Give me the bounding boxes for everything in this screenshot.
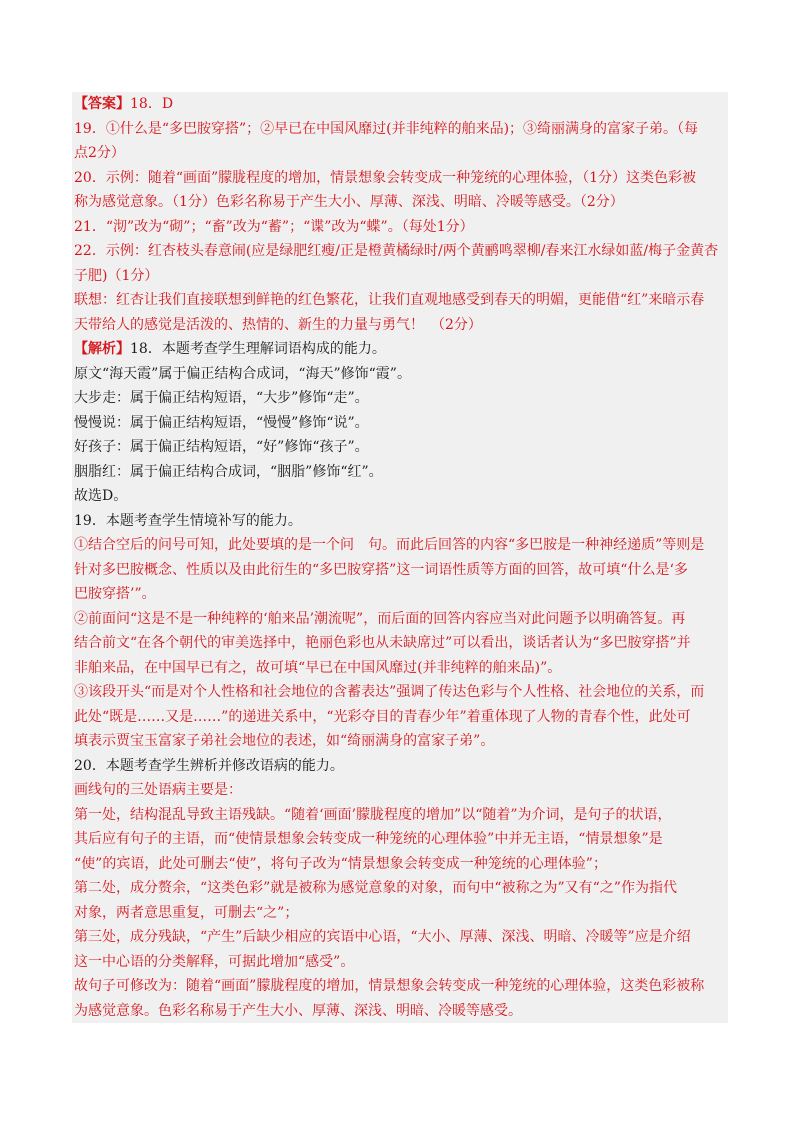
answer-q20-b: 称为感觉意象。（1分）色彩名称易于产生大小、厚薄、深浅、明暗、冷暖等感受。（2分）	[74, 194, 624, 210]
answer-explanation-block	[72, 92, 728, 1023]
analysis-tag: 【解析】	[74, 341, 130, 357]
answer-q21: 21．“沏”改为“砌”；“畜”改为“蓄”；“谍”改为“蝶”。（每处1分）	[74, 218, 474, 235]
analysis-q20-line-1c: “使”的宾语，此处可删去“使”，将句子改为“情景想象会转变成一种笼统的心理体验”；	[74, 855, 607, 872]
analysis-q18-line-3: 慢慢说：属于偏正结构短语，“慢慢”修饰“说”。	[74, 414, 369, 431]
answer-assoc-a: 联想：红杏让我们直接联想到鲜艳的红色繁花，让我们直观地感受到春天的明媚，更能借“红”来暗示春	[74, 292, 705, 308]
answer-q19-a: 19．①什么是“多巴胺穿搭”；②早已在中国风靡过(并非纯粹的舶来品)；③绮丽满身的富家子弟。（每	[74, 120, 699, 137]
analysis-q18-line-5: 胭脂红：属于偏正结构合成词，“胭脂”修饰“红”。	[74, 463, 383, 480]
analysis-q18-line-1: 原文“海天霞”属于偏正结构合成词，“海天”修饰“霞”。	[74, 365, 411, 382]
analysis-q20-line-2b: 对象，两者意思重复，可删去“之”；	[74, 904, 299, 921]
analysis-q19-line-1a: ①结合空后的问号可知，此处要填的是一个问 句。而此后回答的内容“多巴胺是一种神经递质”等则是	[74, 537, 705, 553]
analysis-q20-line-4a: 故句子可修改为：随着“画面”朦胧程度的增加，情景想象会转变成一种笼统的心理体验，这类色彩被称	[74, 978, 705, 994]
analysis-q19-line-3a: ③该段开头“而是对个人性格和社会地位的含蓄表达”强调了传达色彩与个人性格、社会地位的关系，而	[74, 684, 705, 700]
analysis-q20-line-1a: 第一处，结构混乱导致主语残缺。“随着‘画面’朦胧程度的增加”以“随着”为介词，是句子的状语，	[74, 806, 672, 823]
answer-q18: 18．D	[130, 96, 174, 112]
answer-q22-a: 22．示例：红杏枝头春意闹(应是绿肥红瘦/正是橙黄橘绿时/两个黄鹂鸣翠柳/春来江水绿如蓝/梅子金黄杏	[74, 243, 719, 259]
analysis-q20-line-4b: 为感觉意象。色彩名称易于产生大小、厚薄、深浅、明暗、冷暖等感受。	[74, 1002, 522, 1019]
analysis-q20-line-2a: 第二处，成分赘余，“这类色彩”就是被称为感觉意象的对象，而句中“被称之为”又有“之”作为指代	[74, 880, 677, 896]
answer-q22-b: 子肥)（1分）	[74, 267, 159, 284]
analysis-q19-line-1b: 针对多巴胺概念、性质以及由此衍生的“多巴胺穿搭”这一词语性质等方面的回答，故可填“什么是‘多	[74, 561, 688, 578]
analysis-q19-line-3b: 此处“既是……又是……”的递进关系中，“光彩夺目的青春少年”着重体现了人物的青春个性，此处可	[74, 708, 691, 725]
analysis-q20-intro: 20．本题考查学生辨析并修改语病的能力。	[74, 757, 344, 774]
analysis-q19-line-2c: 非舶来品，在中国早已有之，故可填“早已在中国风靡过(并非纯粹的舶来品)”。	[74, 659, 562, 676]
analysis-q19-line-2b: 结合前文“在各个朝代的审美选择中，艳丽色彩也从未缺席过”可以看出，谈话者认为“多巴胺穿搭”并	[74, 635, 691, 651]
analysis-q19-line-2a: ②前面问“这是不是一种纯粹的‘舶来品’潮流呢”，而后面的回答内容应当对此问题予以明确答复。再	[74, 610, 686, 627]
analysis-q18-line-4: 好孩子：属于偏正结构短语，“好”修饰“孩子”。	[74, 439, 369, 455]
analysis-q20-line-3b: 这一中心语的分类解释，可据此增加“感受”。	[74, 953, 355, 970]
analysis-q19-line-1c: 巴胺穿搭’”。	[74, 586, 156, 602]
analysis-line-q18	[72, 337, 728, 362]
analysis-q18-line-2: 大步走：属于偏正结构短语，“大步”修饰“走”。	[74, 390, 369, 406]
answer-line-q18	[72, 92, 728, 117]
analysis-q18-intro: 18．本题考查学生理解词语构成的能力。	[130, 341, 386, 357]
answer-q19-b: 点2分）	[74, 145, 125, 161]
answer-q20-a: 20．示例：随着“画面”朦胧程度的增加，情景想象会转变成一种笼统的心理体验，（1分）这类色彩被	[74, 169, 697, 186]
analysis-q19-intro: 19．本题考查学生情境补写的能力。	[74, 512, 302, 529]
analysis-q20-line-1b: 其后应有句子的主语，而“使情景想象会转变成一种笼统的心理体验”中并无主语，“情景想象”是	[74, 831, 663, 847]
analysis-q19-line-3c: 填表示贾宝玉富家子弟社会地位的表述，如“绮丽满身的富家子弟”。	[74, 733, 495, 749]
answer-tag: 【答案】	[74, 96, 130, 112]
answer-assoc-b: 天带给人的感觉是活泼的、热情的、新生的力量与勇气！ （2分）	[74, 316, 482, 333]
analysis-q18-line-6: 故选D。	[74, 488, 128, 504]
analysis-q20-line-3a: 第三处，成分残缺，“产生”后缺少相应的宾语中心语，“大小、厚薄、深浅、明暗、冷暖等”应是介绍	[74, 929, 691, 945]
analysis-q20-line-0: 画线句的三处语病主要是：	[74, 782, 242, 798]
